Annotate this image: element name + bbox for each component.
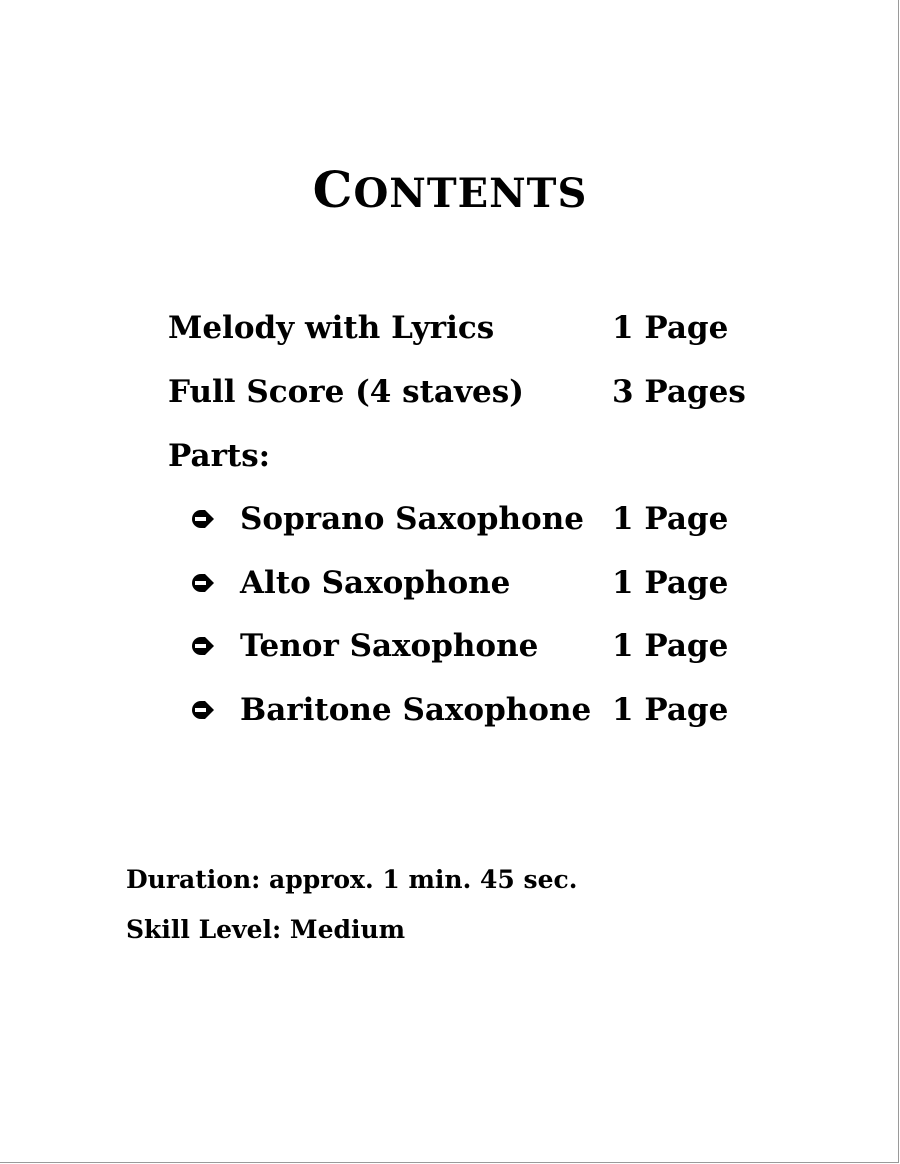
entry-label: Full Score (4 staves) bbox=[168, 374, 524, 410]
part-label: Soprano Saxophone bbox=[240, 501, 584, 537]
part-entry-soprano bbox=[0, 499, 900, 539]
part-entry-alto bbox=[0, 563, 900, 603]
part-label: Alto Saxophone bbox=[240, 565, 511, 601]
title-rest: ONTENTS bbox=[353, 170, 588, 217]
entry-pages: 3 Pages bbox=[612, 374, 746, 410]
part-pages: 1 Page bbox=[612, 692, 729, 728]
part-label: Tenor Saxophone bbox=[240, 628, 539, 664]
part-entry-baritone bbox=[0, 690, 900, 730]
entry-label: Parts: bbox=[168, 438, 271, 474]
entry-label: Melody with Lyrics bbox=[168, 310, 495, 346]
entry-pages: 1 Page bbox=[612, 310, 729, 346]
contents-entry-melody bbox=[0, 308, 900, 348]
title-initial: C bbox=[312, 160, 354, 219]
skill-level-text: Skill Level: Medium bbox=[126, 915, 406, 944]
part-pages: 1 Page bbox=[612, 628, 729, 664]
contents-entry-full-score bbox=[0, 372, 900, 412]
arrow-right-circle-icon bbox=[190, 572, 216, 594]
arrow-right-circle-icon bbox=[190, 635, 216, 657]
contents-entry-parts-heading bbox=[0, 436, 900, 476]
arrow-right-circle-icon bbox=[190, 699, 216, 721]
page-title bbox=[0, 160, 900, 224]
part-entry-tenor bbox=[0, 626, 900, 666]
arrow-right-circle-icon bbox=[190, 508, 216, 530]
part-pages: 1 Page bbox=[612, 565, 729, 601]
duration-text: Duration: approx. 1 min. 45 sec. bbox=[126, 865, 578, 894]
part-pages: 1 Page bbox=[612, 501, 729, 537]
part-label: Baritone Saxophone bbox=[240, 692, 592, 728]
